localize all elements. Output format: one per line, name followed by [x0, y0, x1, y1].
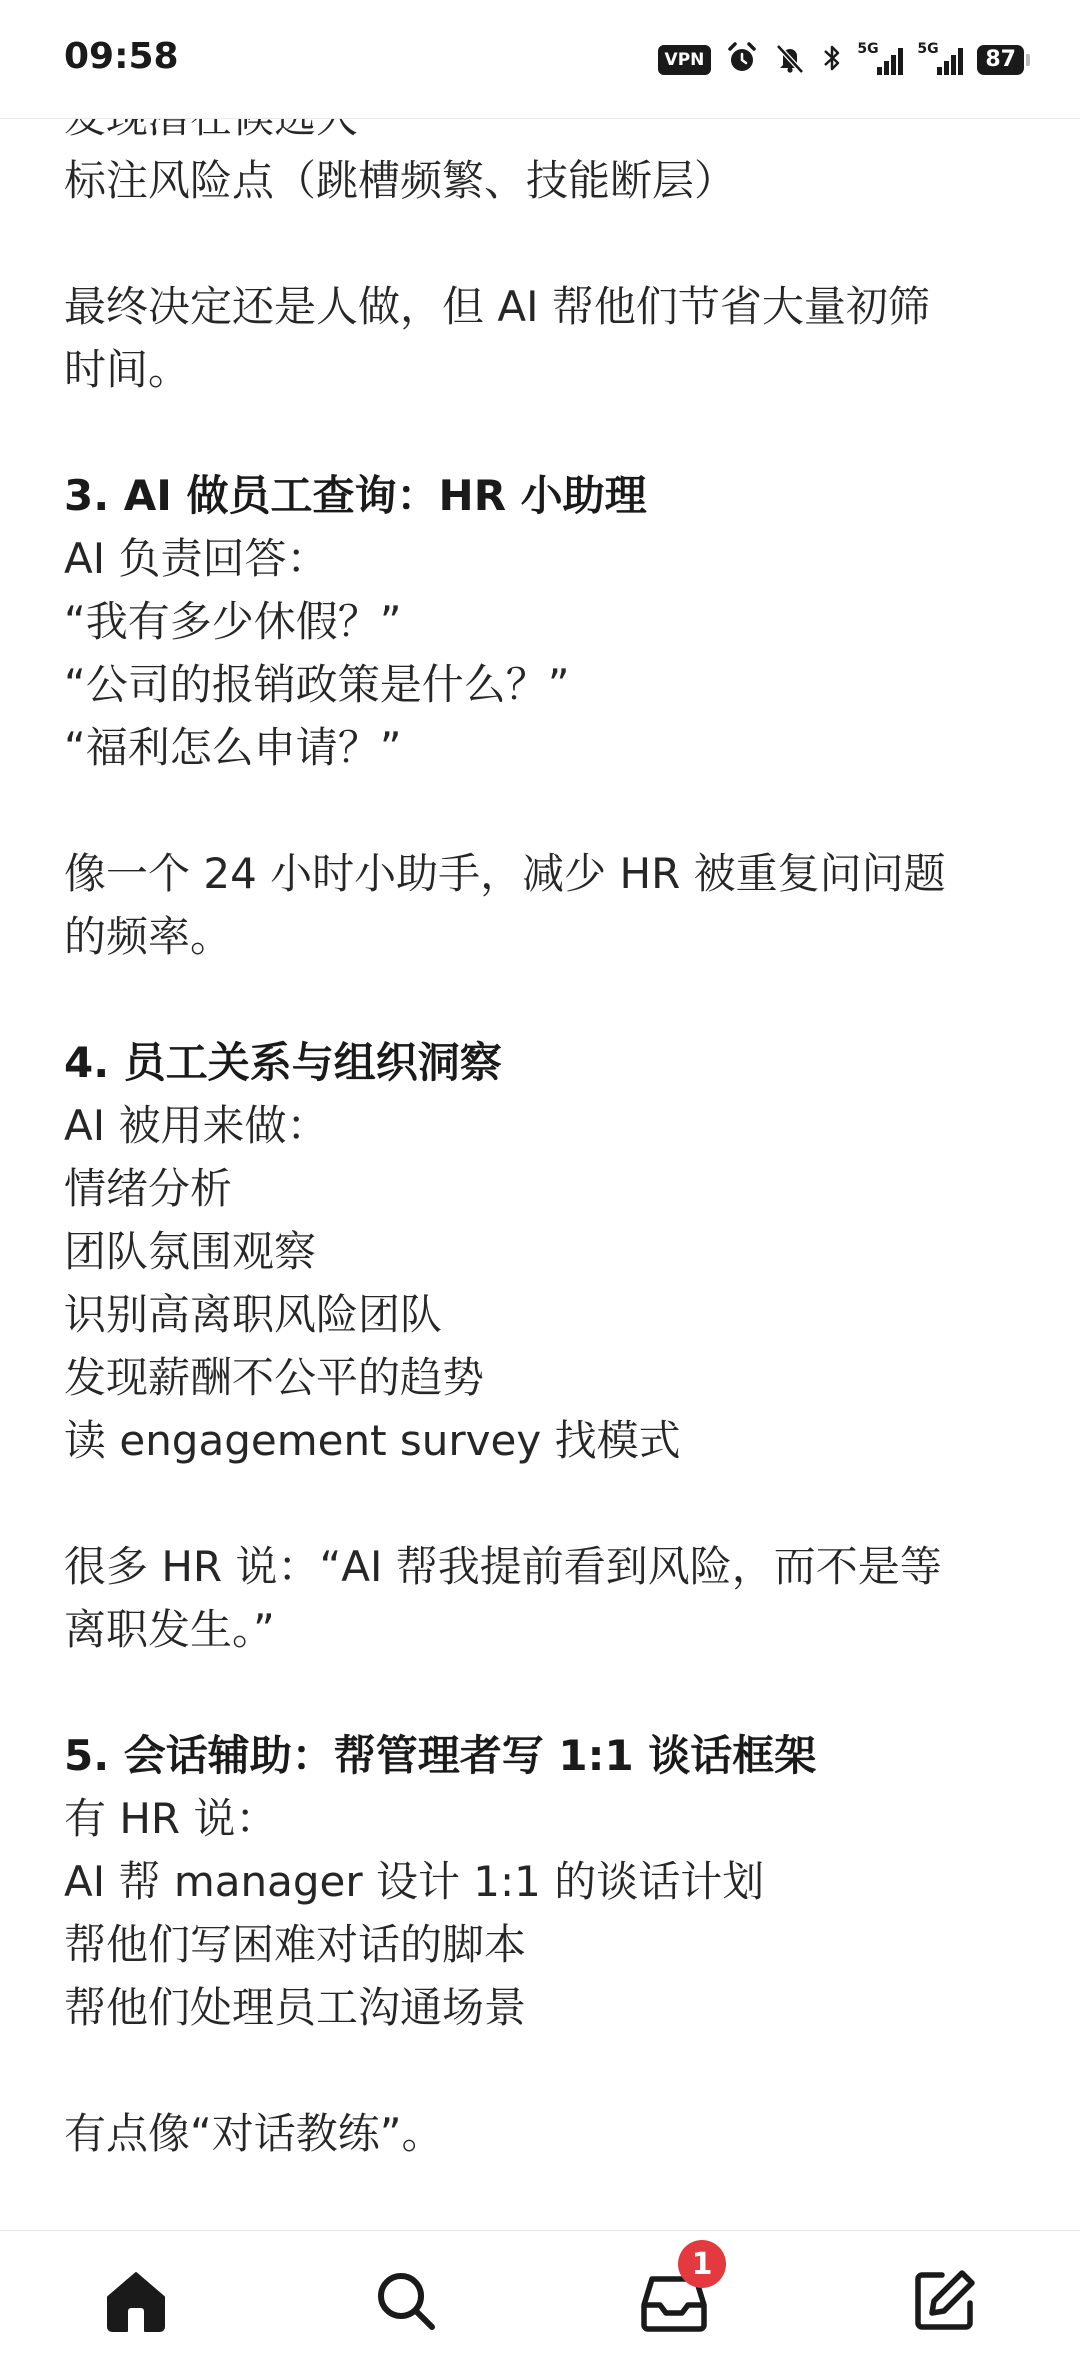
section-heading: 3. AI 做员工查询：HR 小助理 [64, 471, 647, 520]
home-icon [100, 2265, 172, 2337]
article-line: AI 负责回答： [64, 534, 329, 583]
article-line: “福利怎么申请？” [64, 723, 402, 772]
article-line: 很多 HR 说：“AI 帮我提前看到风险，而不是等 [64, 1542, 942, 1591]
status-time: 09:58 [64, 36, 179, 77]
article-line: 有 HR 说： [64, 1794, 278, 1843]
battery-icon [977, 45, 1030, 75]
article-line: “我有多少休假？” [64, 597, 402, 646]
article-line: 团队氛围观察 [64, 1227, 317, 1276]
compose-icon [908, 2265, 980, 2337]
article-content [64, 0, 1024, 2230]
signal-icon [857, 41, 903, 75]
signal-label: 5G [917, 41, 939, 57]
article-line: 有点像“对话教练”。 [64, 2109, 444, 2158]
article-line: 发现薪酬不公平的趋势 [64, 1353, 485, 1402]
search-button[interactable] [366, 2261, 446, 2341]
article-line: 帮他们处理员工沟通场景 [64, 1983, 527, 2032]
article-line: 标注风险点（跳槽频繁、技能断层） [64, 156, 737, 205]
bottom-nav [0, 2230, 1080, 2377]
article-line: 的频率。 [64, 912, 233, 961]
signal-icon [917, 41, 963, 75]
article-line: 时间。 [64, 345, 191, 394]
article-line: 最终决定还是人做，但 AI 帮他们节省大量初筛 [64, 282, 930, 331]
inbox-badge: 1 [678, 2240, 726, 2288]
article-line: 识别高离职风险团队 [64, 1290, 443, 1339]
alarm-icon [725, 41, 759, 79]
article-line: AI 被用来做： [64, 1101, 329, 1150]
signal-label: 5G [857, 41, 879, 57]
status-icons [658, 40, 1030, 80]
home-button[interactable] [96, 2261, 176, 2341]
article-line: 像一个 24 小时小助手，减少 HR 被重复问问题 [64, 849, 946, 898]
section-heading: 5. 会话辅助：帮管理者写 1:1 谈话框架 [64, 1731, 817, 1780]
mute-icon [773, 41, 807, 79]
article-line: 读 engagement survey 找模式 [64, 1416, 681, 1465]
status-bar [0, 0, 1080, 119]
article-line: 帮他们写困难对话的脚本 [64, 1920, 527, 1969]
article-line: AI 帮 manager 设计 1:1 的谈话计划 [64, 1857, 765, 1906]
vpn-icon: VPN [658, 45, 712, 75]
search-icon [370, 2265, 442, 2337]
battery-level: 87 [977, 45, 1024, 75]
compose-button[interactable] [904, 2261, 984, 2341]
section-heading: 4. 员工关系与组织洞察 [64, 1038, 502, 1087]
bluetooth-icon [821, 41, 843, 79]
article-line: 情绪分析 [64, 1164, 233, 1213]
article-line: 离职发生。” [64, 1605, 275, 1654]
article-line: “公司的报销政策是什么？” [64, 660, 570, 709]
